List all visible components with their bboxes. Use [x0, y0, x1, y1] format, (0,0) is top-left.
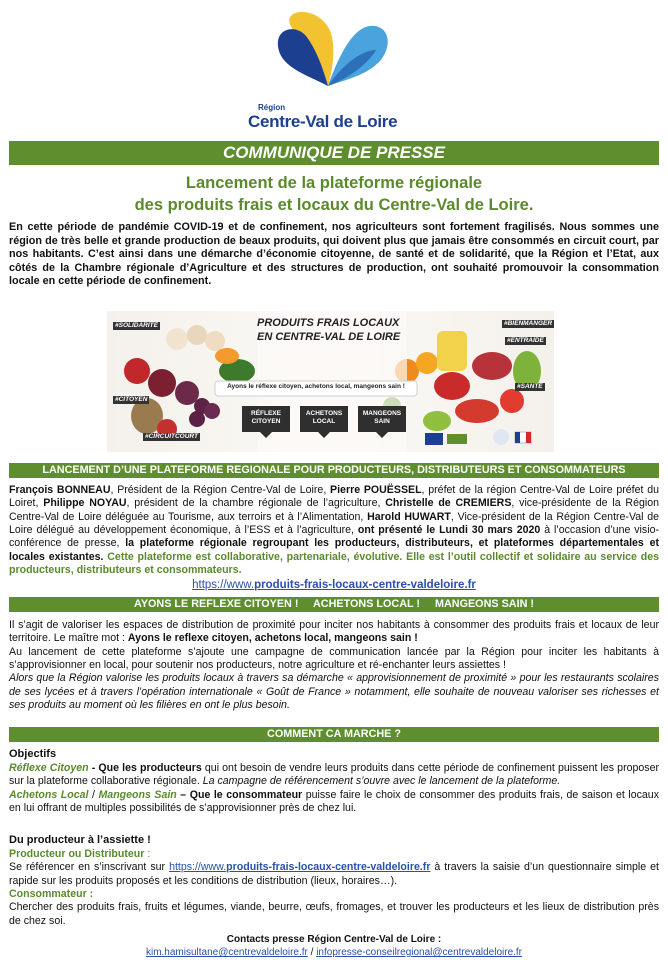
presentation-date: ont présenté le Lundi 30 mars 2020 [357, 524, 541, 537]
contacts-title: Contacts presse Région Centre-Val de Loire : [226, 934, 442, 945]
section-bar-how-it-works: COMMENT CA MARCHE ? [9, 727, 659, 742]
title-line-1: Lancement de la plateforme régionale [185, 174, 483, 192]
objective-label: Achetons Local [9, 788, 89, 801]
platform-url-container [0, 578, 668, 592]
intro-paragraph: En cette période de pandémie COVID-19 et de confinement, nos agriculteurs sont fortement fragilisés. Nous sommes une région de très belle et grande production de beaux produits, qui doivent plus que jamais être consommés en circuit court, par nos habitants. C’est ainsi dans une démarche d’économie citoyenne, de santé et de solidarité, que la Région et l’Etat, aux côtés de la Chambre régionale d’Agriculture et des structures de production, ont souhaité promouvoir la consommation locale en cette période de confinement. [9, 221, 659, 288]
contact-email-2[interactable]: infopresse-conseilregional@centrevaldeloire.fr [316, 947, 523, 958]
producer-to-plate-heading: Du producteur à l’assiette ! [9, 834, 151, 846]
text: à travers la saisie d’un questionnaire simple et rapide sur les produits proposés et les conditions de distribution (lieux, horaires…). [9, 861, 659, 887]
person-name: Christelle de CREMIERS [385, 497, 512, 510]
promo-tag: #SOLIDARITÉ [115, 322, 158, 329]
slogan-paragraph-2: Au lancement de cette plateforme s’ajoute une campagne de communication lancée par la Région pour inciter les habitants à s’approvisionner en local, pour soutenir nos producteurs, notre agriculture et ré-enchanter leurs assiettes ! [9, 645, 659, 672]
contacts-emails: kim.hamisultane@centrevaldeloire.fr / infopresse-conseilregional@centrevaldeloire.fr [145, 947, 523, 958]
page-title [0, 172, 668, 216]
promo-slogan: Ayons le réflexe citoyen, achetons local, mangeons sain ! [227, 383, 405, 390]
text: , vice-présidente de la Région Centre-Val de Loire déléguée au Tourisme, aux terroirs et à l’Alimentation, [9, 497, 660, 523]
promo-badge-1: RÉFLEXE CITOYEN [251, 410, 281, 425]
slogan-paragraph-1 [9, 619, 659, 646]
text: , préfet de la région Centre-Val de Loire préfet du Loiret, [9, 484, 660, 510]
objective-producers: Réflexe Citoyen - Que les producteurs qui ont besoin de vendre leurs produits dans cette période de confinement puissent les proposer sur la plateforme collaborative régionale. La campagne de référencement s’ouvre avec le lancement de la plateforme. [9, 761, 659, 788]
section-bar-launch: LANCEMENT D’UNE PLATEFORME REGIONALE POUR PRODUCTEURS, DISTRIBUTEURS ET CONSOMMATEURS [9, 463, 659, 478]
promo-tag: #CIRCUITCOURT [145, 433, 198, 440]
person-name: François BONNEAU [9, 484, 111, 496]
registration-url-link[interactable]: https://www.produits-frais-locaux-centre-valdeloire.fr [169, 861, 431, 874]
platform-description: la plateforme régionale regroupant les producteurs, distributeurs, et plateformes départementales et locales existantes. [9, 537, 659, 563]
region-logo [240, 6, 420, 136]
producer-paragraph [9, 861, 659, 888]
objectives-section [9, 748, 659, 815]
promo-badge-3: MANGEONS SAIN [362, 410, 402, 425]
text: , président de la chambre régionale de l’agriculture, [126, 497, 386, 510]
logo-region-small: Région [258, 103, 286, 112]
title-line-2: des produits frais et locaux du Centre-Val de Loire. [134, 196, 534, 214]
platform-highlight: Cette plateforme est collaborative, partenariale, évolutive. Elle est l’outil collectif et solidaire au service des producteurs, distributeurs et consommateurs. [9, 550, 659, 577]
text: puisse faire le choix de consommer des produits frais, de saison et locaux en lui offrant de multiples possibilités de s’approvisionner près de chez lui. [9, 788, 659, 814]
promo-tag: #ENTRAIDE [507, 337, 544, 344]
consumer-subheading: Consommateur : [9, 887, 94, 900]
slogan-paragraph-3: Alors que la Région valorise les produits locaux à travers sa démarche « approvisionnement de proximité » pour les restaurants scolaires de ses lycées et à travers l’opération internationale « Goût de France » notamment, elle souhaite de nouveau valoriser ses richesses et ses produits au moment où les filières en ont le plus besoin. [9, 672, 659, 712]
promo-tag: #SANTÉ [517, 383, 543, 390]
text: qui ont besoin de vendre leurs produits dans cette période de confinement puissent les proposer sur la plateforme collaborative régionale. [9, 761, 659, 788]
text: à l’occasion d’une visio-conférence de presse, [9, 524, 659, 550]
promo-title-1: PRODUITS FRAIS LOCAUX [257, 317, 400, 329]
platform-url-link[interactable]: https://www.produits-frais-locaux-centre-valdeloire.fr [192, 579, 476, 591]
press-release-banner: COMMUNIQUE DE PRESSE [9, 141, 659, 165]
objective-label: Réflexe Citoyen [9, 761, 89, 774]
text: Se référencer en s’inscrivant sur [9, 861, 170, 874]
logo-region-name: Centre-Val de Loire [248, 112, 398, 131]
person-name: Pierre POUËSSEL [330, 484, 422, 496]
text: , Vice-président de la Région Centre-Val de Loire délégué au développement économique, à l’ESS et à l’agriculture, [9, 510, 660, 537]
motto: Ayons le reflexe citoyen, achetons local, mangeons sain ! [127, 632, 418, 645]
campaign-note: La campagne de référencement s’ouvre avec le lancement de la plateforme. [202, 775, 561, 788]
promo-tag: #BIENMANGER [504, 320, 553, 327]
promo-title-2: EN CENTRE-VAL DE LOIRE [257, 331, 401, 343]
text: , Président de la Région Centre-Val de Loire, [110, 484, 331, 496]
slogan-section [9, 619, 659, 712]
section-bar-slogan: AYONS LE REFLEXE CITOYEN ! ACHETONS LOCAL ! MANGEONS SAIN ! [9, 597, 659, 612]
press-contacts [0, 933, 668, 959]
objective-consumers: Achetons Local / Mangeons Sain – Que le consommateur puisse faire le choix de consommer des produits frais, de saison et locaux en lui offrant de multiples possibilités de s’approvisionner près de chez lui. [9, 788, 659, 814]
objective-target: Que les producteurs [98, 761, 202, 774]
person-name: Philippe NOYAU [43, 497, 127, 510]
launch-paragraph [9, 484, 659, 577]
person-name: Harold HUWART [367, 510, 451, 523]
producer-to-plate-section [9, 834, 659, 928]
objectives-heading: Objectifs [9, 748, 57, 760]
promo-badge-2: ACHETONS LOCAL [305, 410, 343, 425]
promo-tag: #CITOYEN [115, 396, 148, 403]
consumer-paragraph: Chercher des produits frais, fruits et légumes, viande, beurre, œufs, fromages, et trouver les producteurs et les lieux de distribution près de chez soi. [9, 901, 659, 927]
text: Il s’agit de valoriser les espaces de distribution de proximité pour inciter nos habitants à consommer des produits frais et locaux de leur territoire. Le maître mot : [9, 619, 659, 645]
producer-subheading: Producteur ou Distributeur : [9, 847, 151, 860]
contact-email-1[interactable]: kim.hamisultane@centrevaldeloire.fr [145, 947, 308, 958]
objective-target: Que le consommateur [189, 788, 303, 801]
objective-label: Mangeons Sain [98, 788, 177, 801]
promo-image [107, 311, 554, 452]
